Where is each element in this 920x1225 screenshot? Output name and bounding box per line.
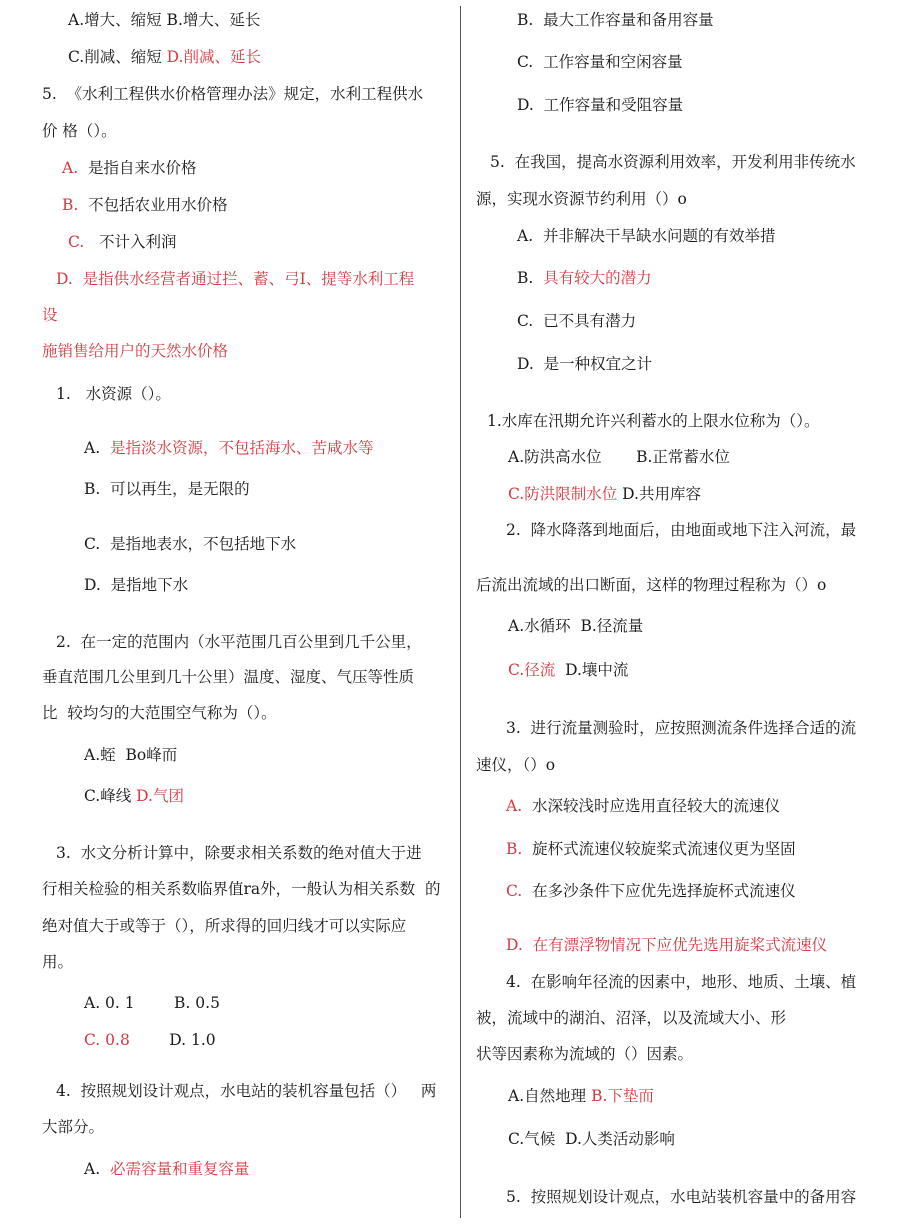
answer-text: 施销售给用户的天然水价格 bbox=[42, 342, 229, 360]
text-line bbox=[517, 10, 714, 30]
question-text: C. 已不具有潜力 bbox=[517, 312, 637, 330]
text-line bbox=[42, 341, 228, 361]
text-line bbox=[506, 1187, 856, 1207]
question-text: B. bbox=[517, 269, 544, 287]
question-text: 用。 bbox=[42, 953, 74, 971]
question-text: 速仪，（）o bbox=[476, 756, 556, 774]
text-line bbox=[42, 1117, 104, 1137]
text-line bbox=[506, 881, 796, 901]
answer-text: D. 在有漂浮物情况下应优先选用旋桨式流速仪 bbox=[506, 936, 828, 954]
text-line bbox=[62, 195, 228, 215]
answer-text: B.下垫而 bbox=[591, 1087, 654, 1105]
answer-text: C. bbox=[68, 233, 100, 251]
question-text: A.自然地理 bbox=[508, 1087, 592, 1105]
answer-text: D.气团 bbox=[136, 787, 184, 805]
question-text: 1. 水资源（）。 bbox=[56, 385, 171, 403]
text-line bbox=[508, 484, 701, 504]
question-text: 比 较均匀的大范围空气称为（）。 bbox=[42, 704, 277, 722]
question-text: 5. 在我国，提高水资源利用效率，开发利用非传统水 bbox=[490, 153, 856, 171]
question-text: 2. 降水降落到地面后，由地面或地下注入河流，最 bbox=[506, 521, 857, 539]
question-text: D.共用库容 bbox=[617, 485, 701, 503]
text-line bbox=[508, 660, 628, 680]
question-text: A.水循环 B.径流量 bbox=[508, 617, 644, 635]
question-text: 5. 《水利工程供水价格管理办法》规定，水利工程供水 bbox=[42, 85, 424, 103]
text-line bbox=[508, 616, 643, 636]
question-text: 2. 在一定的范围内（水平范围几百公里到几千公里， bbox=[56, 633, 422, 651]
text-line bbox=[42, 916, 406, 936]
question-text: C. 是指地表水，不包括地下水 bbox=[84, 535, 297, 553]
question-text: 价 格（）。 bbox=[42, 122, 117, 140]
answer-text: B. bbox=[506, 840, 533, 858]
question-text: B. 最大工作容量和备用容量 bbox=[517, 11, 714, 29]
answer-text: 设 bbox=[42, 306, 58, 324]
answer-text: 必需容量和重复容量 bbox=[109, 1160, 250, 1178]
question-text: 垂直范围几公里到几十公里）温度、湿度、气压等性质 bbox=[42, 668, 415, 686]
question-text: A.增大、缩短 B.增大、延长 bbox=[68, 11, 261, 29]
question-text: 不计入利润 bbox=[99, 233, 177, 251]
question-text: 源，实现水资源节约利用（）o bbox=[476, 190, 687, 208]
answer-text: 是指淡水资源，不包括海水、苦咸水等 bbox=[109, 439, 374, 457]
text-line bbox=[506, 935, 827, 955]
question-text: B. 可以再生，是无限的 bbox=[84, 480, 250, 498]
answer-text: 具有较大的潜力 bbox=[543, 269, 652, 287]
text-line bbox=[476, 1044, 693, 1064]
question-text: D. 是指地下水 bbox=[84, 576, 189, 594]
text-line bbox=[517, 354, 652, 374]
text-line bbox=[42, 121, 117, 141]
question-text: 行相关检验的相关系数临界值ra外，一般认为相关系数 的 bbox=[42, 880, 441, 898]
question-text: 3. 水文分析计算中，除要求相关系数的绝对值大于进 bbox=[56, 844, 422, 862]
question-text: A. bbox=[84, 1160, 110, 1178]
answer-text: A. bbox=[506, 797, 532, 815]
text-line bbox=[84, 534, 296, 554]
answer-text: D.削减、延长 bbox=[166, 48, 261, 66]
question-text: C.削减、缩短 bbox=[68, 48, 167, 66]
text-line bbox=[56, 843, 422, 863]
text-line bbox=[508, 1129, 675, 1149]
text-line bbox=[42, 879, 441, 899]
text-line bbox=[56, 269, 414, 289]
answer-text: C. 0.8 bbox=[84, 1031, 130, 1049]
text-line bbox=[506, 520, 856, 540]
question-text: 在多沙条件下应优先选择旋杯式流速仪 bbox=[532, 882, 796, 900]
question-text: A.防洪高水位 B.正常蓄水位 bbox=[508, 448, 730, 466]
question-text: 绝对值大于或等于（），所求得的回归线才可以实际应 bbox=[42, 917, 407, 935]
question-text: 不包括农业用水价格 bbox=[88, 196, 228, 214]
text-line bbox=[42, 667, 414, 687]
text-line bbox=[506, 796, 780, 816]
answer-text: B. bbox=[62, 196, 89, 214]
question-text: C.峰线 bbox=[84, 787, 137, 805]
question-text: 状等因素称为流域的（）因素。 bbox=[476, 1045, 694, 1063]
question-text: 4. 在影响年径流的因素中，地形、地质、土壤、植 bbox=[506, 973, 857, 991]
question-text: 被，流域中的湖泊、沼泽，以及流域大小、形 bbox=[476, 1009, 787, 1027]
question-text: 大部分。 bbox=[42, 1118, 105, 1136]
question-text: A. 并非解决干旱缺水问题的有效举措 bbox=[517, 227, 776, 245]
question-text: 1.水库在汛期允许兴利蓄水的上限水位称为（）。 bbox=[487, 412, 820, 430]
text-line bbox=[506, 972, 856, 992]
text-line bbox=[506, 839, 796, 859]
answer-text: A. bbox=[62, 159, 88, 177]
question-text: 旋杯式流速仪较旋桨式流速仪更为坚固 bbox=[532, 840, 796, 858]
text-line bbox=[42, 305, 58, 325]
question-text: C.气候 D.人类活动影响 bbox=[508, 1130, 675, 1148]
text-line bbox=[62, 158, 197, 178]
text-line bbox=[517, 52, 683, 72]
text-line bbox=[84, 745, 177, 765]
text-line bbox=[56, 632, 422, 652]
text-line bbox=[508, 447, 730, 467]
text-line bbox=[84, 1159, 250, 1179]
text-line bbox=[42, 703, 277, 723]
text-line bbox=[476, 189, 687, 209]
question-text: D.壤中流 bbox=[555, 661, 629, 679]
question-text: 是指自来水价格 bbox=[87, 159, 197, 177]
text-line bbox=[517, 311, 636, 331]
text-line bbox=[476, 755, 555, 775]
answer-text: D. 是指供水经营者通过拦、蓄、弓I、提等水利工程 bbox=[56, 270, 415, 288]
question-text: 后流出流域的出口断面，这样的物理过程称为（）o bbox=[476, 576, 827, 594]
text-line bbox=[517, 226, 775, 246]
text-line bbox=[508, 1086, 654, 1106]
question-text: A. 0. 1 B. 0.5 bbox=[84, 994, 220, 1012]
text-line bbox=[490, 152, 856, 172]
text-line bbox=[42, 84, 423, 104]
answer-text: C.径流 bbox=[508, 661, 556, 679]
text-line bbox=[487, 411, 820, 431]
text-line bbox=[68, 47, 261, 67]
text-line bbox=[476, 575, 826, 595]
question-text: 3. 进行流量测验时，应按照测流条件选择合适的流 bbox=[506, 719, 857, 737]
text-line bbox=[506, 718, 856, 738]
text-line bbox=[84, 786, 184, 806]
text-line bbox=[56, 384, 171, 404]
text-line bbox=[84, 993, 220, 1013]
column-divider bbox=[460, 6, 461, 1218]
answer-text: C. bbox=[506, 882, 533, 900]
question-text: D. 是一种权宜之计 bbox=[517, 355, 653, 373]
question-text: A. bbox=[84, 439, 110, 457]
text-line bbox=[476, 1008, 786, 1028]
text-line bbox=[517, 95, 683, 115]
question-text: C. 工作容量和空闲容量 bbox=[517, 53, 683, 71]
text-line bbox=[68, 232, 177, 252]
text-line bbox=[84, 479, 250, 499]
question-text: D. 1.0 bbox=[129, 1031, 216, 1049]
question-text: 5. 按照规划设计观点，水电站装机容量中的备用容 bbox=[506, 1188, 857, 1206]
question-text: D. 工作容量和受阻容量 bbox=[517, 96, 684, 114]
text-line bbox=[84, 438, 374, 458]
answer-text: C.防洪限制水位 bbox=[508, 485, 618, 503]
question-text: 水深较浅时应选用直径较大的流速仪 bbox=[531, 797, 780, 815]
text-line bbox=[56, 1081, 436, 1101]
text-line bbox=[84, 1030, 216, 1050]
text-line bbox=[84, 575, 188, 595]
text-line bbox=[517, 268, 652, 288]
text-line bbox=[68, 10, 260, 30]
question-text: A.蛭 Bo峰而 bbox=[84, 746, 178, 764]
text-line bbox=[42, 952, 73, 972]
question-text: 4. 按照规划设计观点，水电站的装机容量包括（） 两 bbox=[56, 1082, 437, 1100]
